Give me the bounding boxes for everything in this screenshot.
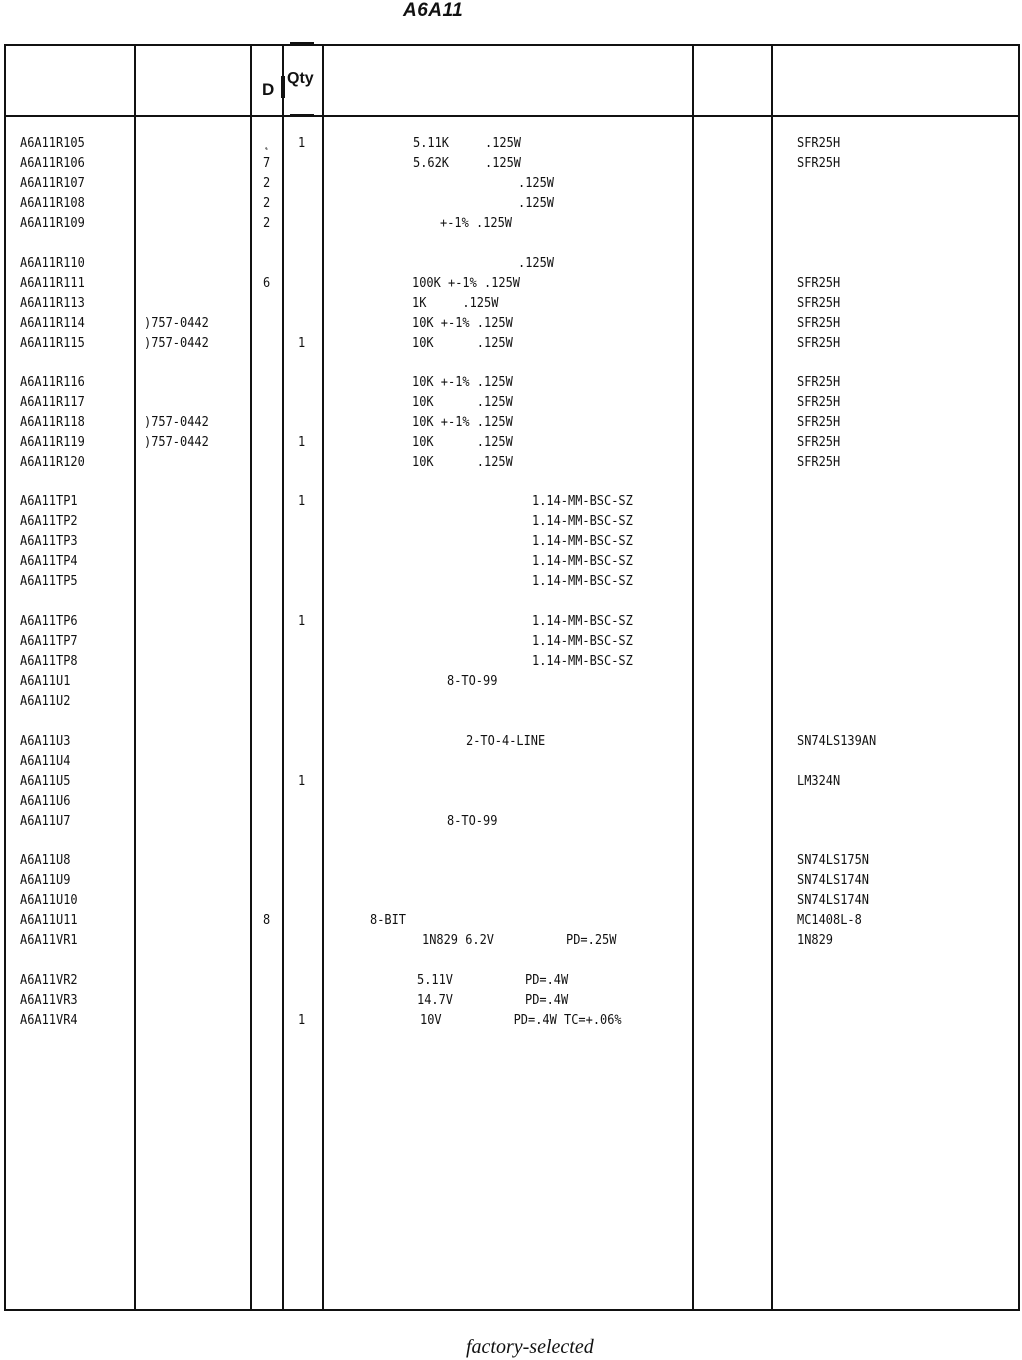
ref-cell: A6A11VR2 [20, 973, 78, 988]
part-number-cell: )757-0442 [144, 414, 209, 430]
col-divider-1 [134, 44, 136, 1311]
mfr-part-cell: 1N829 [797, 932, 834, 948]
ref-cell: A6A11VR1 [20, 932, 78, 948]
description-cell: 1.14-MM-BSC-SZ [532, 573, 633, 589]
description-cell: 10K +-1% .125W [412, 315, 513, 331]
qty-cell: 1 [298, 136, 306, 151]
description-cell: 5.62K .125W [413, 155, 522, 171]
description-cell: 5.11K .125W [413, 136, 522, 151]
description-cell: 10K +-1% .125W [412, 414, 513, 430]
ref-cell: A6A11TP4 [20, 553, 78, 569]
mfr-part-cell: SN74LS174N [797, 872, 870, 888]
table-bottom-border [4, 1309, 1020, 1311]
description-cell: 1.14-MM-BSC-SZ [532, 653, 633, 669]
ref-cell: A6A11TP5 [20, 573, 78, 589]
table-top-border [4, 44, 1020, 46]
ref-cell: A6A11R107 [20, 175, 85, 191]
ref-cell: A6A11U2 [20, 693, 71, 709]
ref-cell: A6A11TP3 [20, 533, 78, 549]
mfr-part-cell: SFR25H [797, 454, 841, 470]
mfr-part-cell: SN74LS175N [797, 853, 870, 868]
ref-cell: A6A11U6 [20, 793, 71, 809]
mfr-part-cell: SFR25H [797, 375, 841, 390]
page-title: A6A11 [403, 0, 464, 21]
ref-cell: A6A11R116 [20, 375, 85, 390]
ref-cell: A6A11R119 [20, 434, 85, 450]
description-cell: 10V PD=.4W TC=+.06% [420, 1012, 622, 1028]
ref-cell: A6A11TP2 [20, 513, 78, 529]
part-number-cell: )757-0442 [144, 315, 209, 331]
mfr-part-cell: SFR25H [797, 335, 841, 351]
ref-cell: A6A11R110 [20, 256, 85, 271]
description-cell: 10K .125W [412, 434, 513, 450]
mfr-part-cell: SFR25H [797, 414, 841, 430]
header-bottom-border [4, 115, 1020, 117]
col-divider-4 [322, 44, 324, 1311]
description-cell: 2-TO-4-LINE [466, 734, 546, 749]
table-left-border [4, 44, 6, 1311]
ref-cell: A6A11VR3 [20, 992, 78, 1008]
table-right-border [1018, 44, 1020, 1311]
description-cell: 1.14-MM-BSC-SZ [532, 614, 633, 629]
description-cell: +-1% .125W [440, 215, 513, 231]
ref-cell: A6A11R109 [20, 215, 85, 231]
description-cell: 100K +-1% .125W [412, 275, 521, 291]
ref-cell: A6A11R114 [20, 315, 85, 331]
description-cell: 8-TO-99 [447, 673, 498, 689]
mfr-part-cell: SFR25H [797, 295, 841, 311]
d-cell: 2 [263, 215, 271, 231]
qty-cell: 1 [298, 335, 306, 351]
description-cell: 10K .125W [412, 335, 513, 351]
description-cell: 1.14-MM-BSC-SZ [532, 553, 633, 569]
ref-cell: A6A11U11 [20, 912, 78, 928]
ref-cell: A6A11R120 [20, 454, 85, 470]
col-divider-5 [692, 44, 694, 1311]
ref-cell: A6A11U8 [20, 853, 71, 868]
description-cell: 1K .125W [412, 295, 499, 311]
mfr-part-cell: SFR25H [797, 275, 841, 291]
ref-cell: A6A11TP6 [20, 614, 78, 629]
ref-cell: A6A11U5 [20, 773, 71, 789]
mfr-part-cell: SFR25H [797, 434, 841, 450]
mfr-part-cell: SN74LS139AN [797, 734, 877, 749]
part-number-cell: )757-0442 [144, 335, 209, 351]
ref-cell: A6A11U9 [20, 872, 71, 888]
description-cell: 1.14-MM-BSC-SZ [532, 513, 633, 529]
part-number-cell: )757-0442 [144, 434, 209, 450]
col-divider-2 [250, 44, 252, 1311]
d-cell: 6 [263, 275, 271, 291]
description-cell: 5.11V PD=.4W [417, 973, 569, 988]
ref-cell: A6A11R115 [20, 335, 85, 351]
mfr-part-cell: SFR25H [797, 155, 841, 171]
ref-cell: A6A11TP1 [20, 494, 78, 509]
description-cell: 10K .125W [412, 454, 513, 470]
ref-cell: A6A11TP8 [20, 653, 78, 669]
header-d: D [262, 80, 275, 99]
qty-cell: 1 [298, 773, 306, 789]
ref-cell: A6A11U1 [20, 673, 71, 689]
mfr-part-cell: SFR25H [797, 315, 841, 331]
ref-cell: A6A11R106 [20, 155, 85, 171]
ref-cell: A6A11VR4 [20, 1012, 78, 1028]
description-cell: .125W [482, 195, 555, 211]
description-cell: 1N829 6.2V PD=.25W [422, 932, 617, 948]
ref-cell: A6A11R105 [20, 136, 85, 151]
ref-cell: A6A11TP7 [20, 633, 78, 649]
description-cell: 8-BIT [370, 912, 407, 928]
description-cell: 1.14-MM-BSC-SZ [532, 633, 633, 649]
ref-cell: A6A11R118 [20, 414, 85, 430]
description-cell: 8-TO-99 [447, 813, 498, 829]
ref-cell: A6A11U7 [20, 813, 71, 829]
d-cell: 2 [263, 195, 271, 211]
ref-cell: A6A11U4 [20, 753, 71, 769]
header-qty: Qty [287, 70, 314, 87]
qty-cell: 1 [298, 1012, 306, 1028]
mfr-part-cell: SFR25H [797, 394, 841, 410]
qty-cell: 1 [298, 494, 306, 509]
qty-cell: 1 [298, 614, 306, 629]
mfr-part-cell: LM324N [797, 773, 841, 789]
header-d-qty-separator [281, 76, 285, 98]
footer-note: factory-selected [466, 1336, 594, 1358]
qty-cell: 1 [298, 434, 306, 450]
d-cell: ˛ [263, 136, 271, 151]
col-divider-6 [771, 44, 773, 1311]
ref-cell: A6A11R113 [20, 295, 85, 311]
ref-cell: A6A11R108 [20, 195, 85, 211]
mfr-part-cell: MC1408L-8 [797, 912, 862, 928]
description-cell: 10K .125W [412, 394, 513, 410]
description-cell: 10K +-1% .125W [412, 375, 513, 390]
d-cell: 7 [263, 155, 271, 171]
d-cell: 8 [263, 912, 271, 928]
description-cell: .125W [482, 175, 555, 191]
mfr-part-cell: SFR25H [797, 136, 841, 151]
ref-cell: A6A11U3 [20, 734, 71, 749]
ref-cell: A6A11R117 [20, 394, 85, 410]
ref-cell: A6A11U10 [20, 892, 78, 908]
col-divider-3 [282, 44, 284, 1311]
qty-header-underline [290, 114, 314, 117]
d-cell: 2 [263, 175, 271, 191]
mfr-part-cell: SN74LS174N [797, 892, 870, 908]
description-cell: 1.14-MM-BSC-SZ [532, 533, 633, 549]
description-cell: .125W [482, 256, 555, 271]
description-cell: 1.14-MM-BSC-SZ [532, 494, 633, 509]
description-cell: 14.7V PD=.4W [417, 992, 569, 1008]
qty-header-tick [290, 42, 314, 44]
ref-cell: A6A11R111 [20, 275, 85, 291]
